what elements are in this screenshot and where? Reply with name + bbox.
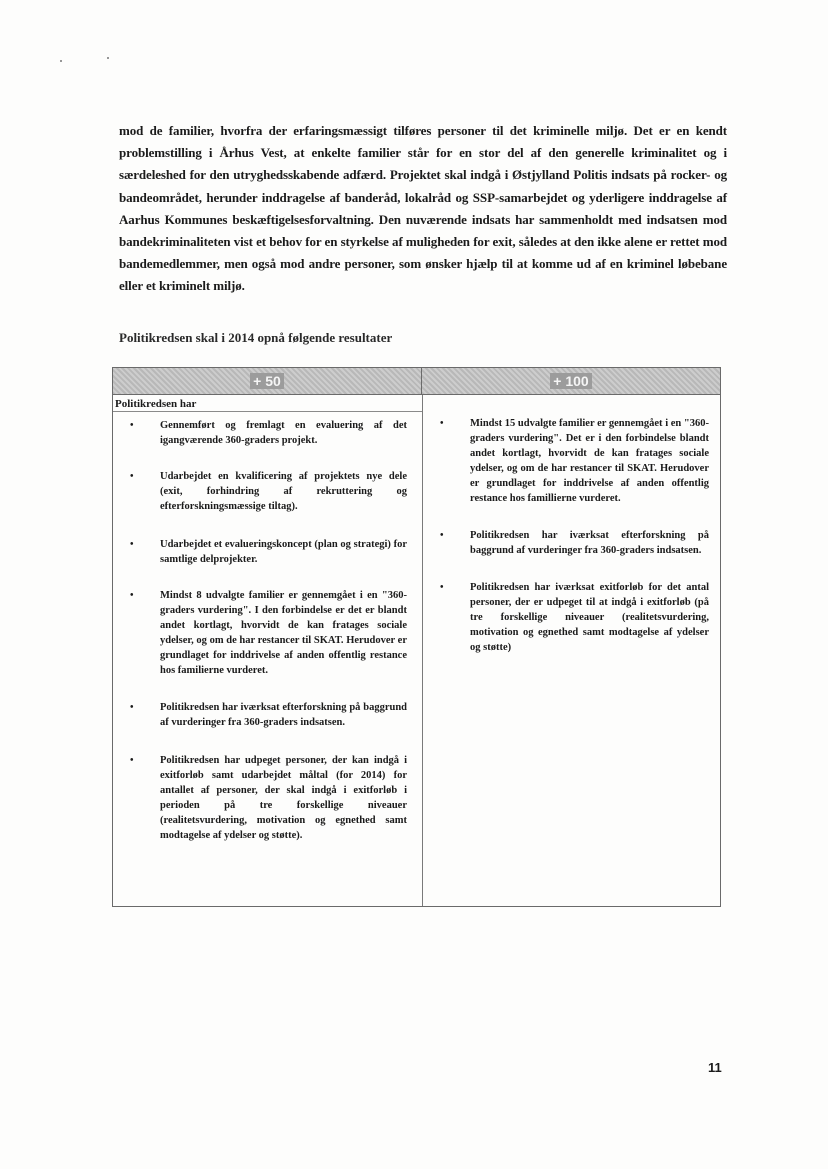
bullet-icon: • — [130, 539, 134, 550]
list-item — [127, 700, 407, 730]
scan-speck — [107, 57, 109, 59]
column-header-label: + 100 — [550, 373, 591, 389]
bullet-icon: • — [130, 590, 134, 601]
bullet-icon: • — [130, 471, 134, 482]
bullet-icon: • — [440, 582, 444, 593]
list-item — [127, 418, 407, 448]
list-item — [127, 588, 407, 678]
list-item-text: Udarbejdet et evalueringskoncept (plan og strategi) for samtlige delprojekter. — [160, 539, 407, 565]
list-item-text: Gennemført og fremlagt en evaluering af det igangværende 360-graders projekt. — [160, 420, 407, 446]
column-header-plus-100 — [422, 368, 720, 395]
bullet-icon: • — [440, 530, 444, 541]
section-heading: Politikredsen skal i 2014 opnå følgende resultater — [119, 330, 393, 345]
results-table — [112, 367, 721, 907]
page-number: 11 — [708, 1060, 722, 1075]
left-bullet-list — [127, 418, 407, 843]
scan-speck — [60, 60, 62, 62]
list-item — [127, 537, 407, 567]
list-item — [437, 416, 709, 506]
sublabel-divider — [113, 411, 422, 412]
bullet-icon: • — [440, 418, 444, 429]
right-bullet-list — [437, 416, 709, 655]
bullet-icon: • — [130, 702, 134, 713]
list-item-text: Politikredsen har udpeget personer, der kan indgå i exitforløb samt udarbejdet måltal (for 2014) for antallet af personer, der skal indgå i exitforløb i perioden på tre forskellige niveauer (realitetsvurdering, motivation og egnethed samt modtagelse af ydelser og støtte). — [160, 755, 407, 841]
column-header-label: + 50 — [250, 373, 284, 389]
list-item-text: Mindst 15 udvalgte familier er gennemgået i en "360-graders vurdering". Det er i den forbindelse blandt andet kortlagt, hvorvidt de kan fratages sociale ydelser, og om de har restancer til SKAT. Herudover er grundlaget for inddrivelse af anden offentlig restance hos famillierne vurderet. — [470, 418, 709, 504]
table-header-row — [113, 368, 720, 395]
body-paragraph: mod de familier, hvorfra der erfaringsmæssigt tilføres personer til det kriminelle miljø. Det er en kendt problemstilling i Århus Vest, at enkelte familier står for en stor del af den generelle kriminalitet og i særdeleshed for den utryghedsskabende adfærd. Projektet skal indgå i Østjylland Politis indsats på rocker- og bandeområdet, herunder inddragelse af banderåd, lokalråd og SSP-samarbejdet og yderligere inddragelse af Aarhus Kommunes beskæftigelsesforvaltning. Den nuværende indsats har sammenholdt med indsatsen mod bandekriminaliteten vist et behov for en styrkelse af muligheden for exit, således at den ikke alene er rettet mod bandemedlemmer, men også mod andre personer, som ønsker hjælp til at komme ud af en kriminel løbebane eller et kriminelt miljø. — [119, 123, 727, 294]
column-header-plus-50 — [113, 368, 422, 395]
left-column-sublabel: Politikredsen har — [115, 398, 197, 410]
bullet-icon: • — [130, 420, 134, 431]
list-item — [127, 753, 407, 843]
list-item-text: Udarbejdet en kvalificering af projektets nye dele (exit, forhindring af rekruttering og efterforskningsmæssige tiltag). — [160, 471, 407, 512]
list-item-text: Politikredsen har iværksat efterforskning på baggrund af vurderinger fra 360-graders indsatsen. — [470, 530, 709, 556]
column-divider — [422, 395, 423, 906]
list-item — [437, 528, 709, 558]
bullet-icon: • — [130, 755, 134, 766]
list-item-text: Politikredsen har iværksat exitforløb for det antal personer, der er udpeget til at indgå i exitforløb (på tre forskellige niveauer (realitetsvurdering, motivation og egnethed samt modtagelse af ydelser og støtte) — [470, 582, 709, 653]
list-item-text: Politikredsen har iværksat efterforskning på baggrund af vurderinger fra 360-graders indsatsen. — [160, 702, 407, 728]
list-item-text: Mindst 8 udvalgte familier er gennemgået i en "360-graders vurdering". I den forbindelse er det er blandt andet kortlagt, hvorvidt de kan fratages sociale ydelser, og om de har restancer til SKAT. Herudover er grundlaget for inddrivelse af anden offentlig restance hos familierne vurderet. — [160, 590, 407, 676]
list-item — [437, 580, 709, 655]
list-item — [127, 469, 407, 514]
